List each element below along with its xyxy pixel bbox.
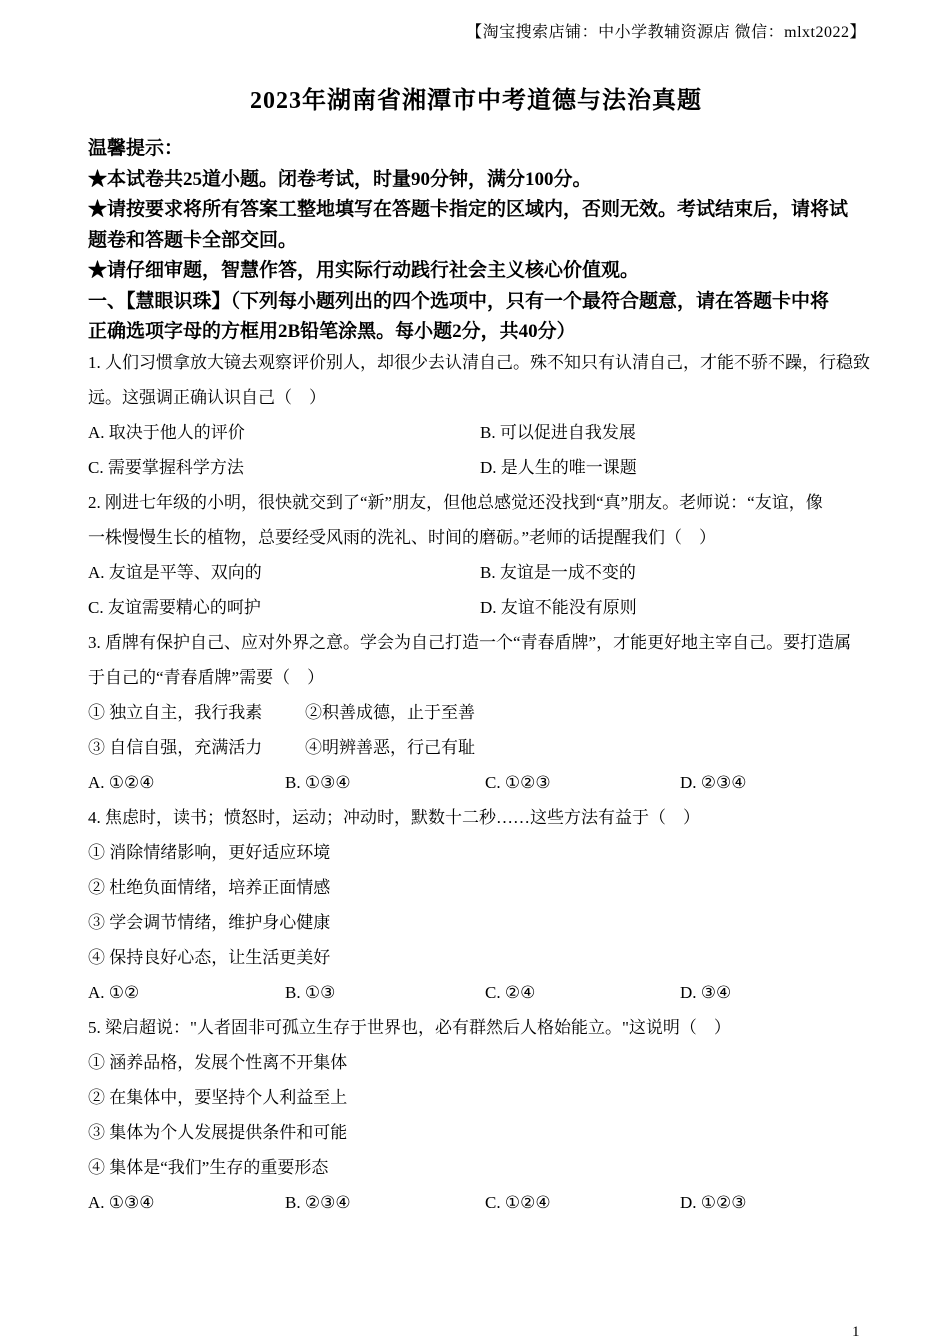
q2-stem-line: 一株慢慢生长的植物，总要经受风雨的洗礼、时间的磨砺。”老师的话提醒我们（ ） [88,528,717,547]
q2-option-row [88,590,870,625]
q4-choice-row [88,975,870,1010]
q1-option-a: A. 取决于他人的评价 [88,423,245,442]
page-number: 1 [852,1324,860,1340]
q5-statement-2: ② 在集体中，要坚持个人利益至上 [88,1088,348,1107]
q4-statement-4: ④ 保持良好心态，让生活更美好 [88,948,331,967]
q1-option-row [88,415,870,450]
q3-statement-4: ④明辨善恶，行己有耻 [305,738,475,757]
question-3 [88,625,870,800]
q4-stem-line: 4. 焦虑时，读书；愤怒时，运动；冲动时，默数十二秒……这些方法有益于（ ） [88,808,700,827]
question-1 [88,345,870,485]
q4-statement-2: ② 杜绝负面情绪，培养正面情感 [88,878,331,897]
q1-option-b: B. 可以促进自我发展 [480,423,636,442]
q3-stem-line: 于自己的“青春盾牌”需要（ ） [88,668,325,687]
q4-choice-c: C. ②④ [485,983,536,1002]
notice-line: ★本试卷共25道小题。闭卷考试，时量90分钟，满分100分。 [88,168,592,190]
q5-statement-1: ① 涵养品格，发展个性离不开集体 [88,1053,348,1072]
q2-stem-line: 2. 刚进七年级的小明，很快就交到了“新”朋友，但他总感觉还没找到“真”朋友。老师说：“友谊，像 [88,493,823,512]
q3-choice-c: C. ①②③ [485,773,551,792]
notice-block [88,134,870,348]
q4-statement-1: ① 消除情绪影响，更好适应环境 [88,843,331,862]
page-title: 2023年湖南省湘潭市中考道德与法治真题 [250,88,702,114]
section-heading-line: 一、【慧眼识珠】（下列每小题列出的四个选项中，只有一个最符合题意，请在答题卡中将 [88,290,830,312]
questions-block [88,345,870,1220]
notice-heading: 温馨提示： [88,138,184,159]
q5-statement-3: ③ 集体为个人发展提供条件和可能 [88,1123,348,1142]
q3-choice-row [88,765,870,800]
q5-choice-a: A. ①③④ [88,1193,155,1212]
q1-option-row [88,450,870,485]
q3-choice-a: A. ①②④ [88,773,155,792]
header-note: 【淘宝搜索店铺：中小学教辅资源店 微信：mlxt2022】 [466,24,866,41]
q3-statement-2: ②积善成德，止于至善 [305,703,475,722]
q3-statement-3: ③ 自信自强，充满活力 [88,738,263,757]
q3-statement-row [88,695,870,730]
q1-stem-line: 1. 人们习惯拿放大镜去观察评价别人，却很少去认清自己。殊不知只有认清自己，才能不骄不躁，行稳致 [88,353,870,372]
q2-option-row [88,555,870,590]
q4-choice-d: D. ③④ [680,983,732,1002]
question-4 [88,800,870,1010]
q3-statement-row [88,730,870,765]
question-2 [88,485,870,625]
q1-option-d: D. 是人生的唯一课题 [480,458,637,477]
q4-statement-3: ③ 学会调节情绪，维护身心健康 [88,913,331,932]
q5-choice-c: C. ①②④ [485,1193,551,1212]
q5-stem-line: 5. 梁启超说："人者固非可孤立生存于世界也，必有群然后人格始能立。"这说明（ ） [88,1018,731,1037]
q2-option-d: D. 友谊不能没有原则 [480,598,637,617]
question-5 [88,1010,870,1220]
q3-choice-b: B. ①③④ [285,773,351,792]
notice-line: ★请仔细审题，智慧作答，用实际行动践行社会主义核心价值观。 [88,260,640,281]
q2-option-b: B. 友谊是一成不变的 [480,563,636,582]
q4-choice-a: A. ①② [88,983,140,1002]
q2-option-c: C. 友谊需要精心的呵护 [88,598,261,617]
q5-statement-4: ④ 集体是“我们”生存的重要形态 [88,1158,329,1177]
q5-choice-row [88,1185,870,1220]
q2-option-a: A. 友谊是平等、双向的 [88,563,262,582]
q3-stem-line: 3. 盾牌有保护自己、应对外界之意。学会为自己打造一个“青春盾牌”，才能更好地主宰自己。要打造属 [88,633,852,652]
section-heading-line: 正确选项字母的方框用2B铅笔涂黑。每小题2分，共40分） [88,321,576,342]
q5-choice-d: D. ①②③ [680,1193,747,1212]
q3-statement-1: ① 独立自主，我行我素 [88,703,263,722]
notice-line: ★请按要求将所有答案工整地填写在答题卡指定的区域内，否则无效。考试结束后，请将试 [88,199,849,220]
q1-option-c: C. 需要掌握科学方法 [88,458,244,477]
q1-stem-line: 远。这强调正确认识自己（ ） [88,388,326,407]
notice-line: 题卷和答题卡全部交回。 [88,229,298,251]
q5-choice-b: B. ②③④ [285,1193,351,1212]
q4-choice-b: B. ①③ [285,983,336,1002]
q3-choice-d: D. ②③④ [680,773,747,792]
